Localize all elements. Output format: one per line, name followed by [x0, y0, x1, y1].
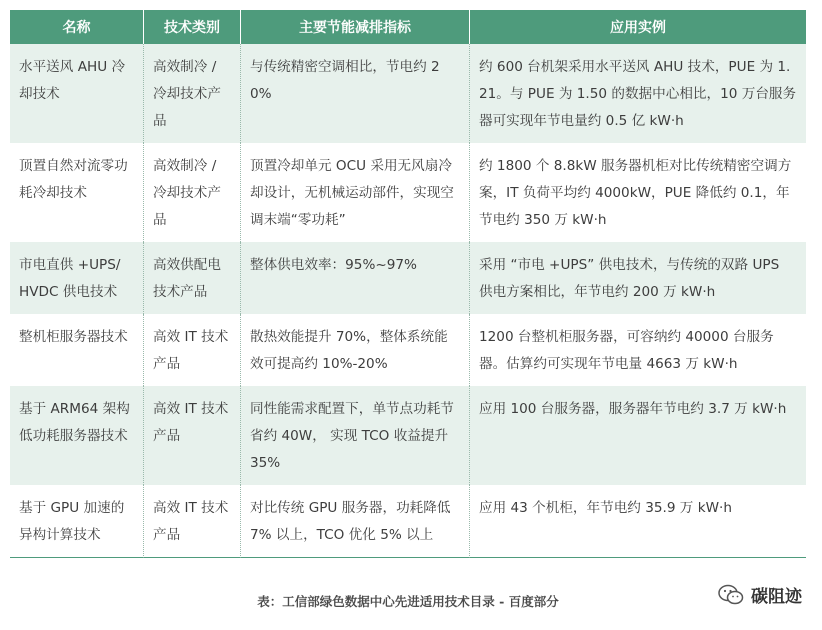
header-example: 应用实例	[469, 10, 806, 44]
header-category: 技术类别	[143, 10, 240, 44]
cell-name: 水平送风 AHU 冷却技术	[10, 44, 143, 143]
cell-metric: 整体供电效率：95%~97%	[240, 242, 469, 314]
table-container	[10, 10, 806, 558]
cell-category: 高效制冷 / 冷却技术产品	[143, 44, 240, 143]
table-row	[10, 314, 806, 386]
cell-category: 高效 IT 技术产品	[143, 386, 240, 485]
cell-name: 整机柜服务器技术	[19, 329, 128, 345]
table-row	[10, 143, 806, 242]
cell-category: 高效 IT 技术产品	[143, 314, 240, 386]
cell-name: 基于 GPU 加速的异构计算技术	[10, 485, 143, 558]
cell-metric: 同性能需求配置下，单节点功耗节省约 40W， 实现 TCO 收益提升 35%	[240, 386, 469, 485]
cell-example: 约 600 台机架采用水平送风 AHU 技术，PUE 为 1.21。与 PUE 为 1.50 的数据中心相比，10 万台服务器可实现年节电量约 0.5 亿 kW·h	[469, 44, 806, 143]
table-caption: 表：工信部绿色数据中心先进适用技术目录 - 百度部分	[257, 594, 559, 609]
tech-table	[10, 10, 806, 558]
cell-metric: 对比传统 GPU 服务器，功耗降低 7% 以上，TCO 优化 5% 以上	[240, 485, 469, 558]
cell-metric: 散热效能提升 70%，整体系统能效可提高约 10%-20%	[240, 314, 469, 386]
table-row	[10, 44, 806, 143]
cell-metric: 与传统精密空调相比，节电约 20%	[240, 44, 469, 143]
header-name: 名称	[10, 10, 143, 44]
cell-name: 基于 ARM64 架构低功耗服务器技术	[10, 386, 143, 485]
cell-category: 高效制冷 / 冷却技术产品	[143, 143, 240, 242]
watermark-text: 碳阻迹	[751, 587, 802, 607]
table-row	[10, 485, 806, 558]
table-row	[10, 242, 806, 314]
cell-example: 约 1800 个 8.8kW 服务器机柜对比传统精密空调方案，IT 负荷平均约 4000kW，PUE 降低约 0.1，年节电约 350 万 kW·h	[469, 143, 806, 242]
cell-name: 顶置自然对流零功耗冷却技术	[19, 158, 128, 201]
cell-example: 采用 “市电 +UPS” 供电技术，与传统的双路 UPS 供电方案相比，年节电约 200 万 kW·h	[469, 242, 806, 314]
cell-category: 高效供配电技术产品	[143, 242, 240, 314]
cell-metric: 顶置冷却单元 OCU 采用无风扇冷却设计，无机械运动部件，实现空调末端“零功耗”	[240, 143, 469, 242]
cell-name: 市电直供 +UPS/ HVDC 供电技术	[10, 242, 143, 314]
cell-example: 应用 43 个机柜，年节电约 35.9 万 kW·h	[469, 485, 806, 558]
header-row	[10, 10, 806, 44]
table-row	[10, 386, 806, 485]
cell-example: 1200 台整机柜服务器，可容纳约 40000 台服务器。估算约可实现年节电量 4663 万 kW·h	[469, 314, 806, 386]
watermark	[717, 582, 802, 607]
cell-category: 高效 IT 技术产品	[143, 485, 240, 558]
header-metric: 主要节能减排指标	[240, 10, 469, 44]
cell-example: 应用 100 台服务器，服务器年节电约 3.7 万 kW·h	[469, 386, 806, 485]
wechat-icon	[717, 583, 745, 607]
